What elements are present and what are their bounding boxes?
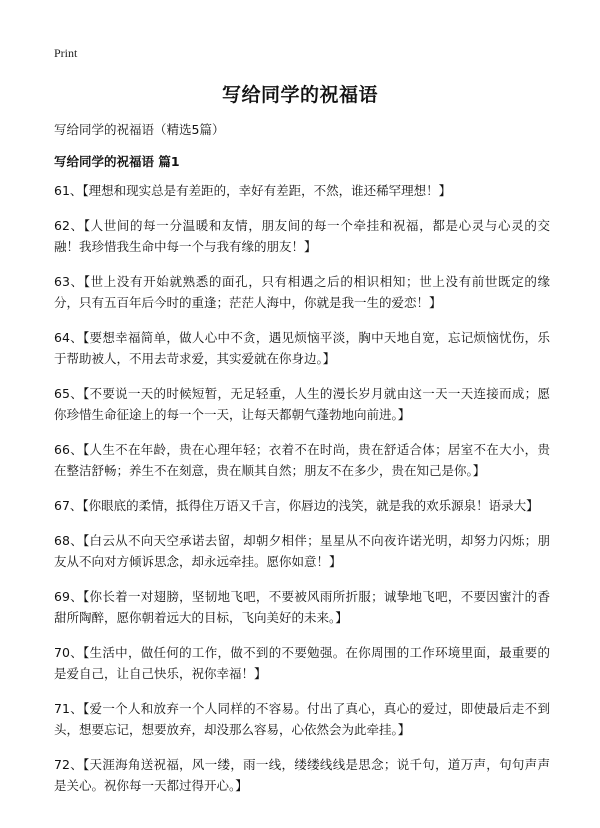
document-subtitle: 写给同学的祝福语（精选5篇） [54,122,225,137]
list-item: 62、【人世间的每一分温暖和友情，朋友间的每一个牵挂和祝福，都是心灵与心灵的交融！我珍惜我生命中每一个与我有缘的朋友！】 [54,218,550,254]
list-item: 63、【世上没有开始就熟悉的面孔，只有相遇之后的相识相知；世上没有前世既定的缘分，只有五百年后今时的重逢；茫茫人海中，你就是我一生的爱恋！】 [54,274,550,310]
list-item: 70、【生活中，做任何的工作，做不到的不要勉强。在你周围的工作环境里面，最重要的是爱自己，让自己快乐，祝你幸福！】 [54,645,550,681]
list-item: 61、【理想和现实总是有差距的，幸好有差距，不然，谁还稀罕理想！】 [54,183,452,198]
list-item: 69、【你长着一对翅膀，坚韧地飞吧，不要被风雨所折服；诚挚地飞吧，不要因蜜汁的香甜所陶醉，愿你朝着远大的目标，飞向美好的未来。】 [54,589,550,625]
print-link[interactable]: Print [54,46,78,60]
list-item: 72、【天涯海角送祝福，风一缕，雨一线，缕缕线线是思念；说千句，道万声，句句声声是关心。祝你每一天都过得开心。】 [54,757,550,793]
list-item: 67、【你眼底的柔情，抵得住万语又千言，你唇边的浅笑，就是我的欢乐源泉！语录大】 [54,498,539,513]
list-item: 68、【白云从不向天空承诺去留，却朝夕相伴；星星从不向夜许诺光明，却努力闪烁；朋友从不向对方倾诉思念，却永远牵挂。愿你如意！】 [54,533,550,569]
section-heading: 写给同学的祝福语 篇1 [54,154,180,169]
list-item: 65、【不要说一天的时候短暂，无足轻重，人生的漫长岁月就由这一天一天连接而成；愿你珍惜生命征途上的每一个一天，让每天都朝气蓬勃地向前进。】 [54,386,550,422]
list-item: 64、【要想幸福简单，做人心中不贪，遇见烦恼平淡，胸中天地自宽，忘记烦恼忧伤，乐于帮助被人，不用去苛求爱，其实爱就在你身边。】 [54,330,550,366]
list-item: 66、【人生不在年龄，贵在心理年轻；衣着不在时尚，贵在舒适合体；居室不在大小，贵在整洁舒畅；养生不在刻意，贵在顺其自然；朋友不在多少，贵在知己是你。】 [54,442,550,478]
entry-list [54,180,550,810]
list-item: 71、【爱一个人和放弃一个人同样的不容易。付出了真心，真心的爱过，即使最后走不到头，想要忘记，想要放弃，却没那么容易，心依然会为此牵挂。】 [54,701,550,737]
page-title: 写给同学的祝福语 [221,84,378,106]
